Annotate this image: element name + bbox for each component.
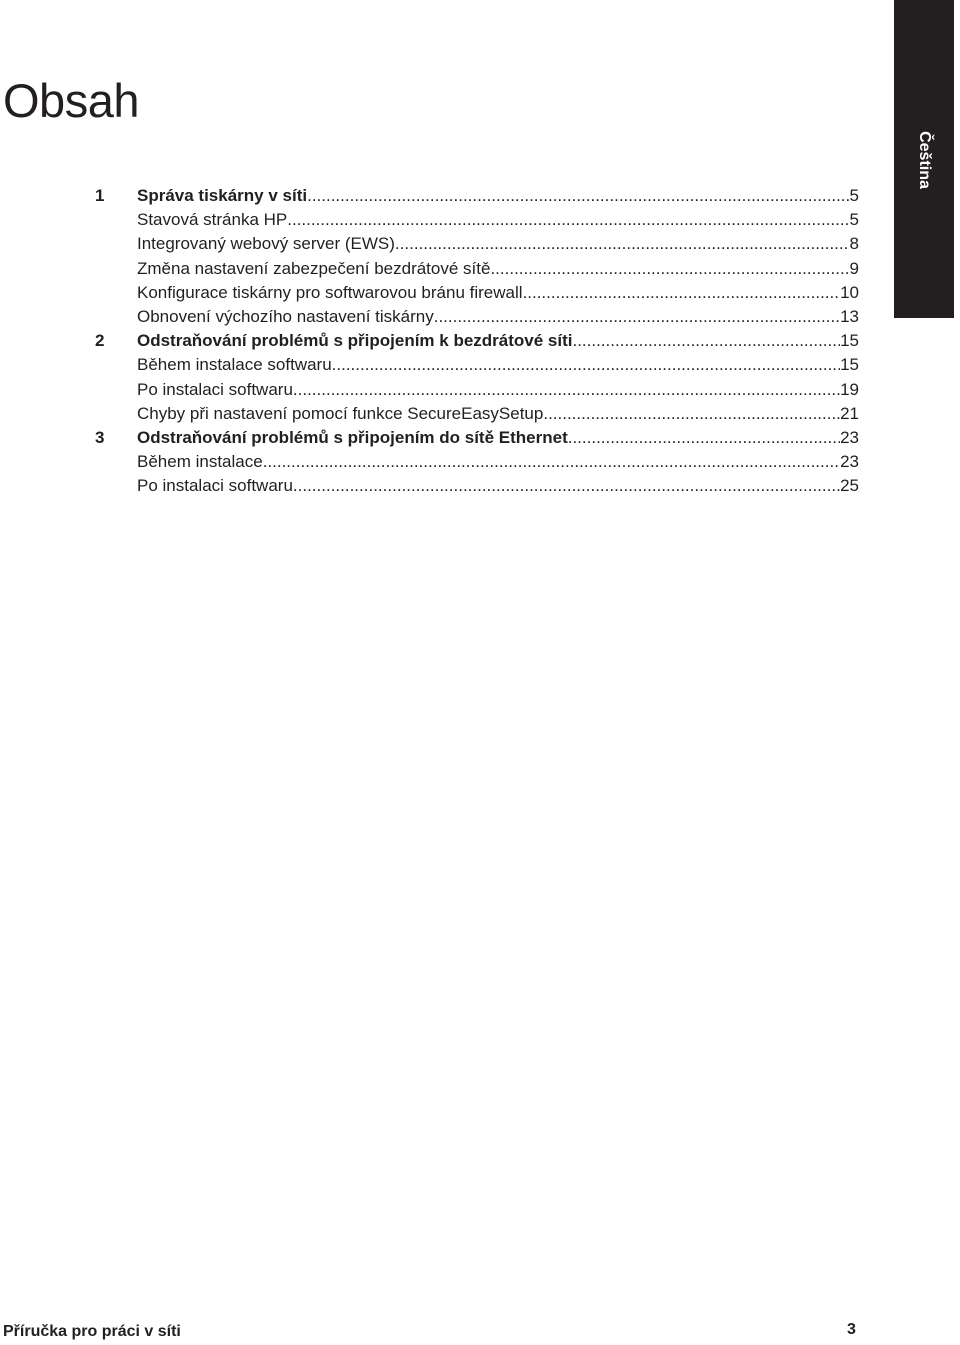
toc-dot-leader — [332, 353, 840, 377]
toc-entry-title: Změna nastavení zabezpečení bezdrátové sítě — [137, 258, 491, 278]
toc-entry-page: 21 — [840, 403, 859, 423]
toc-entry-title: Obnovení výchozího nastavení tiskárny — [137, 306, 434, 326]
toc-entry-title: Po instalaci softwaru — [137, 476, 293, 496]
toc-entry-number: 3 — [95, 427, 105, 447]
toc-entry-page: 15 — [840, 331, 859, 351]
toc-dot-leader — [395, 232, 850, 256]
toc-dot-leader — [568, 426, 840, 450]
toc-entry-page: 25 — [840, 476, 859, 496]
toc-section-entry[interactable] — [95, 378, 859, 402]
toc-chapter-entry[interactable] — [95, 184, 859, 208]
toc-section-entry[interactable] — [95, 281, 859, 305]
footer-title: Příručka pro práci v síti — [3, 1323, 181, 1340]
toc-section-entry[interactable] — [95, 208, 859, 232]
toc-dot-leader — [307, 184, 849, 208]
toc-dot-leader — [572, 329, 840, 353]
toc-section-entry[interactable] — [95, 474, 859, 498]
toc-entry-title: Integrovaný webový server (EWS) — [137, 234, 395, 254]
toc-section-entry[interactable] — [95, 257, 859, 281]
toc-section-entry[interactable] — [95, 305, 859, 329]
toc-entry-page: 13 — [840, 306, 859, 326]
toc-entry-page: 23 — [840, 427, 859, 447]
page-title: Obsah — [3, 74, 139, 128]
toc-entry-title: Chyby při nastavení pomocí funkce SecureEasySetup — [137, 403, 544, 423]
toc-entry-title: Během instalace softwaru — [137, 355, 332, 375]
table-of-contents — [95, 184, 859, 498]
toc-dot-leader — [434, 305, 840, 329]
toc-entry-page: 23 — [840, 452, 859, 472]
footer-page-number: 3 — [847, 1321, 856, 1338]
toc-entry-page: 5 — [849, 186, 859, 205]
toc-chapter-entry[interactable] — [95, 426, 859, 450]
toc-entry-page: 5 — [849, 210, 859, 230]
toc-entry-number: 1 — [95, 186, 105, 205]
toc-chapter-entry[interactable] — [95, 329, 859, 353]
toc-entry-title: Stavová stránka HP — [137, 210, 288, 230]
toc-section-entry[interactable] — [95, 450, 859, 474]
toc-entry-page: 8 — [849, 234, 859, 254]
toc-dot-leader — [263, 450, 840, 474]
toc-entry-page: 15 — [840, 355, 859, 375]
toc-entry-number: 2 — [95, 331, 105, 351]
language-tab — [894, 0, 954, 318]
toc-dot-leader — [287, 208, 849, 232]
toc-entry-page: 19 — [840, 379, 859, 399]
toc-dot-leader — [293, 378, 840, 402]
toc-entry-title: Konfigurace tiskárny pro softwarovou bránu firewall — [137, 282, 523, 302]
toc-section-entry[interactable] — [95, 402, 859, 426]
toc-dot-leader — [543, 402, 840, 426]
toc-entry-title: Během instalace — [137, 452, 263, 472]
toc-entry-page: 10 — [840, 282, 859, 302]
toc-entry-title: Správa tiskárny v síti — [137, 186, 308, 205]
toc-dot-leader — [490, 257, 849, 281]
toc-entry-title: Odstraňování problémů s připojením do sítě Ethernet — [137, 427, 568, 447]
toc-entry-title: Po instalaci softwaru — [137, 379, 293, 399]
toc-section-entry[interactable] — [95, 232, 859, 256]
toc-dot-leader — [293, 474, 840, 498]
language-tab-label: Čeština — [916, 131, 933, 189]
toc-section-entry[interactable] — [95, 353, 859, 377]
toc-dot-leader — [523, 281, 841, 305]
toc-entry-title: Odstraňování problémů s připojením k bezdrátové síti — [137, 331, 573, 351]
toc-entry-page: 9 — [849, 258, 859, 278]
